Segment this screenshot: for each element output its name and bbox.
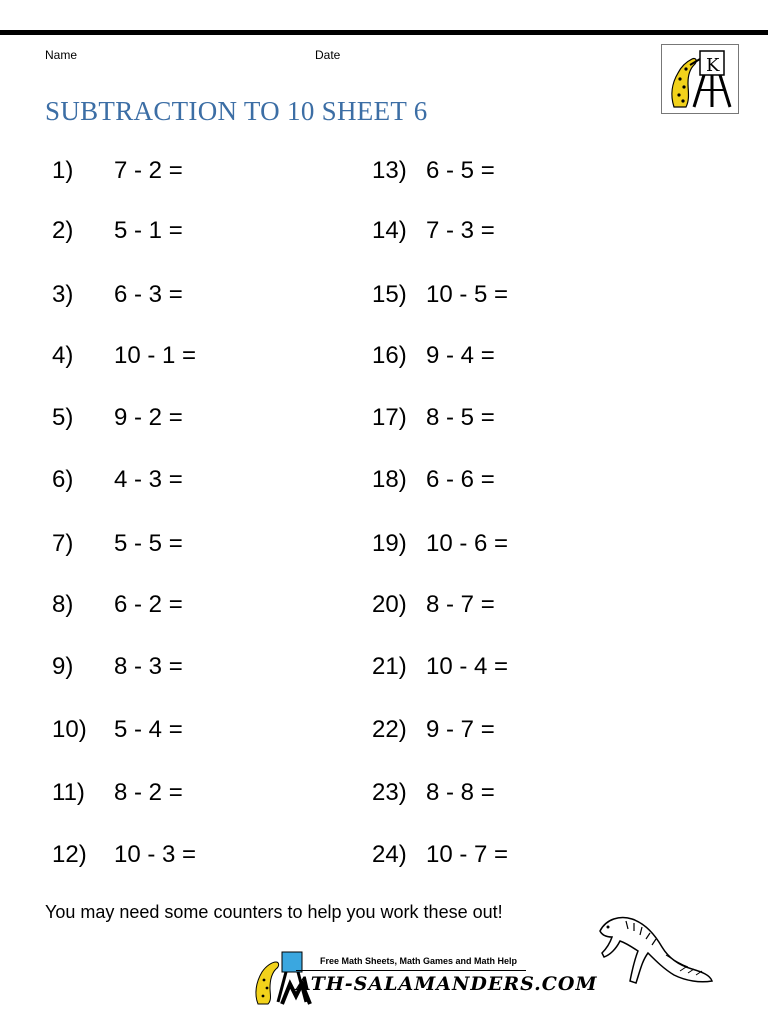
problem-expression: 5 - 4 =: [114, 716, 183, 743]
problem-number: 21): [372, 653, 407, 680]
problem-expression: 9 - 4 =: [426, 342, 495, 369]
problem-item: [52, 776, 183, 810]
problem-expression: 6 - 3 =: [114, 281, 183, 308]
problem-expression: 8 - 8 =: [426, 779, 495, 806]
problem-item: [372, 713, 495, 747]
problem-item: [372, 650, 509, 684]
problem-item: [372, 401, 495, 435]
problem-item: [372, 278, 509, 312]
problem-item: [372, 339, 495, 373]
problem-number: 5): [52, 404, 74, 431]
problem-item: [52, 588, 183, 622]
problem-item: [52, 154, 183, 188]
problem-expression: 9 - 2 =: [114, 404, 183, 431]
problem-item: [372, 838, 509, 872]
problem-expression: 10 - 6 =: [426, 530, 509, 557]
problem-expression: 6 - 5 =: [426, 157, 495, 184]
problem-number: 13): [372, 157, 407, 184]
problem-number: 15): [372, 281, 407, 308]
footer-brand: ATH-SALAMANDERS.COM: [296, 973, 598, 995]
problem-expression: 10 - 3 =: [114, 841, 197, 868]
problem-number: 1): [52, 157, 74, 184]
footer-rule: [296, 970, 526, 971]
problem-number: 19): [372, 530, 407, 557]
problem-number: 8): [52, 591, 74, 618]
problem-number: 14): [372, 217, 407, 244]
problem-item: [52, 401, 183, 435]
problem-number: 22): [372, 716, 407, 743]
footer-tagline: Free Math Sheets, Math Games and Math Help: [320, 956, 518, 966]
problem-expression: 5 - 1 =: [114, 217, 183, 244]
problem-expression: 4 - 3 =: [114, 466, 183, 493]
problem-expression: 10 - 4 =: [426, 653, 509, 680]
problem-expression: 6 - 6 =: [426, 466, 495, 493]
problem-number: 17): [372, 404, 407, 431]
problem-item: [372, 463, 495, 497]
problem-item: [52, 278, 183, 312]
problem-expression: 10 - 5 =: [426, 281, 509, 308]
problem-number: 24): [372, 841, 407, 868]
problem-expression: 8 - 5 =: [426, 404, 495, 431]
problem-item: [52, 214, 183, 248]
name-label: Name: [45, 48, 78, 62]
problem-number: 12): [52, 841, 87, 868]
problem-item: [372, 588, 495, 622]
problem-item: [52, 463, 183, 497]
problem-item: [52, 527, 183, 561]
instruction-note: You may need some counters to help you work these out!: [45, 902, 503, 922]
problem-expression: 7 - 2 =: [114, 157, 183, 184]
logo-letter: K: [706, 55, 720, 76]
problem-expression: 6 - 2 =: [114, 591, 183, 618]
problem-number: 3): [52, 281, 74, 308]
problem-number: 4): [52, 342, 74, 369]
date-label: Date: [315, 48, 341, 62]
problem-item: [372, 776, 495, 810]
problem-item: [52, 838, 197, 872]
problem-item: [372, 154, 495, 188]
problem-item: [372, 214, 495, 248]
problem-expression: 10 - 1 =: [114, 342, 197, 369]
problem-number: 2): [52, 217, 74, 244]
problem-expression: 8 - 7 =: [426, 591, 495, 618]
problem-number: 7): [52, 530, 74, 557]
problem-item: [372, 527, 509, 561]
problem-item: [52, 339, 197, 373]
problem-number: 11): [52, 779, 85, 806]
problem-expression: 8 - 2 =: [114, 779, 183, 806]
problem-number: 18): [372, 466, 407, 493]
problem-number: 6): [52, 466, 74, 493]
problem-expression: 7 - 3 =: [426, 217, 495, 244]
problem-expression: 9 - 7 =: [426, 716, 495, 743]
problem-expression: 8 - 3 =: [114, 653, 183, 680]
problem-expression: 5 - 5 =: [114, 530, 183, 557]
problem-number: 9): [52, 653, 74, 680]
salamander-drawing-icon: [596, 905, 716, 995]
problem-item: [52, 650, 183, 684]
problem-number: 23): [372, 779, 407, 806]
problem-item: [52, 713, 183, 747]
page-title: SUBTRACTION TO 10 SHEET 6: [45, 96, 428, 126]
problem-number: 16): [372, 342, 407, 369]
problem-expression: 10 - 7 =: [426, 841, 509, 868]
problem-number: 10): [52, 716, 87, 743]
problem-number: 20): [372, 591, 407, 618]
